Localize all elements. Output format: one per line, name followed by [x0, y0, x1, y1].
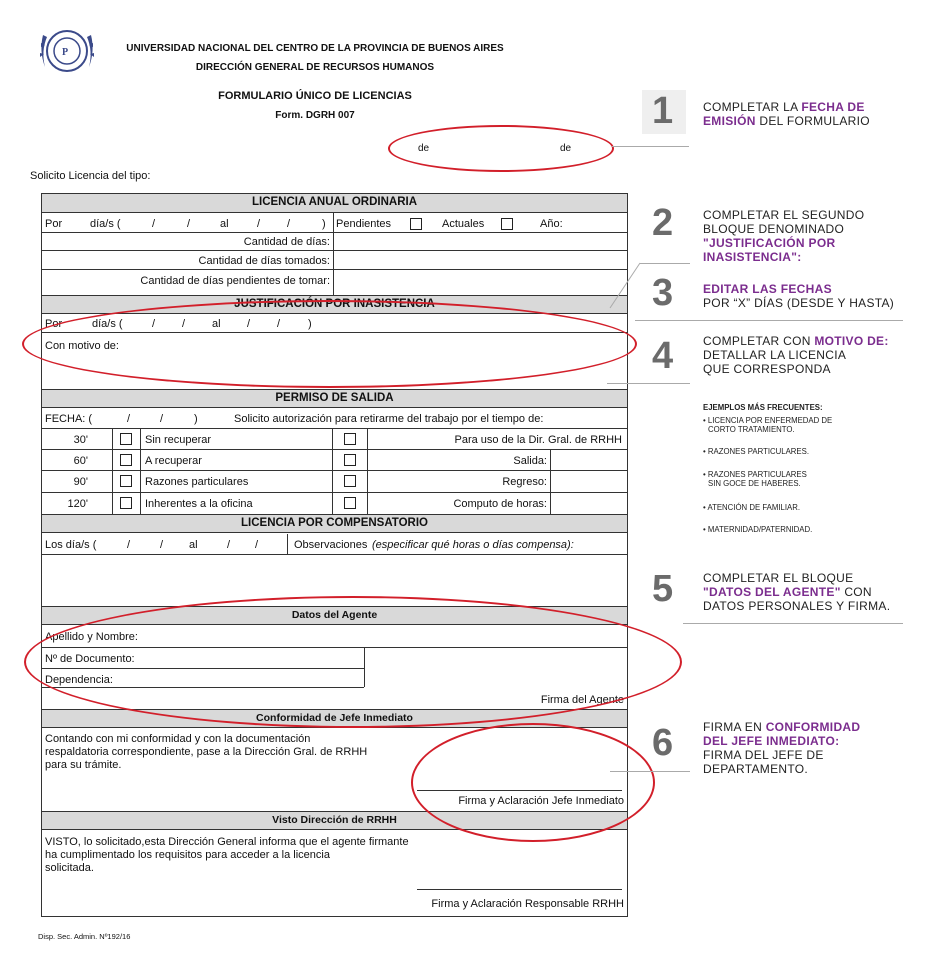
permiso-checkbox[interactable]	[344, 433, 356, 445]
agente-dependencia[interactable]: Dependencia:	[45, 674, 113, 686]
solicito-label: Solicito Licencia del tipo:	[30, 170, 151, 182]
step-2-text: COMPLETAR EL SEGUNDO BLOQUE DENOMINADO "JUSTIFICACIÓN POR INASISTENCIA":	[703, 208, 865, 264]
comp-slash: /	[127, 539, 131, 551]
date-de-1[interactable]: de	[418, 143, 430, 154]
step-3-text: EDITAR LAS FECHAS POR “X” DÍAS (DESDE Y HASTA)	[703, 282, 895, 310]
jefe-title: Conformidad de Jefe Inmediato	[42, 709, 627, 728]
comp-obs-italic: (especificar qué horas o días compensa):	[372, 539, 574, 551]
just-por: Por	[45, 318, 63, 330]
step-1-number: 1	[652, 90, 674, 132]
form-code: Form. DGRH 007	[275, 110, 355, 121]
lao-slash: /	[257, 218, 261, 230]
actuales-checkbox[interactable]	[501, 218, 513, 230]
just-slash: /	[152, 318, 156, 330]
lao-al: al	[220, 218, 229, 230]
comp-title: LICENCIA POR COMPENSATORIO	[42, 514, 627, 533]
permiso-label: Inherentes a la oficina	[145, 498, 253, 510]
lao-actuales: Actuales	[442, 218, 485, 230]
lao-slash: /	[287, 218, 291, 230]
footer-disp: Disp. Sec. Admin. Nº192/16	[38, 932, 131, 941]
just-al: al	[212, 318, 221, 330]
permiso-close: )	[194, 413, 198, 425]
permiso-min: 90'	[73, 476, 88, 488]
university-seal-logo	[37, 25, 97, 77]
permiso-min: 120'	[67, 498, 88, 510]
permiso-label: Sin recuperar	[145, 434, 212, 446]
comp-al: al	[189, 539, 198, 551]
annotation-ellipse-jefe	[411, 723, 655, 842]
permiso-checkbox[interactable]	[344, 497, 356, 509]
connector-line	[683, 623, 903, 624]
permiso-checkbox[interactable]	[120, 454, 132, 466]
lao-slash: /	[152, 218, 156, 230]
ejemplo-item: • ATENCIÓN DE FAMILIAR.	[703, 503, 801, 512]
comp-slash: /	[255, 539, 259, 551]
just-dias[interactable]: día/s (	[92, 318, 123, 330]
ejemplo-item: • RAZONES PARTICULARES.	[703, 447, 809, 456]
permiso-solicito: Solicito autorización para retirarme del trabajo por el tiempo de:	[234, 413, 544, 425]
agente-nombre[interactable]: Apellido y Nombre:	[45, 631, 138, 643]
connector-line	[610, 771, 690, 772]
connector-line	[608, 262, 642, 310]
connector-line	[607, 383, 690, 384]
permiso-slash: /	[127, 413, 131, 425]
svg-text:P: P	[62, 47, 69, 58]
jefe-text-1: Contando con mi conformidad y con la documentación	[45, 733, 311, 745]
just-slash: /	[247, 318, 251, 330]
just-motivo[interactable]: Con motivo de:	[45, 340, 119, 352]
lao-title: LICENCIA ANUAL ORDINARIA	[42, 194, 627, 213]
permiso-fecha[interactable]: FECHA: (	[45, 413, 93, 425]
permiso-right[interactable]: Computo de horas:	[453, 498, 547, 510]
annotation-ellipse-date	[388, 125, 614, 172]
permiso-min: 60'	[73, 455, 88, 467]
permiso-title: PERMISO DE SALIDA	[42, 389, 627, 408]
permiso-slash: /	[160, 413, 164, 425]
visto-text-2: ha cumplimentado los requisitos para acceder a la licencia	[45, 849, 330, 861]
permiso-label: Razones particulares	[145, 476, 249, 488]
step-5-text: COMPLETAR EL BLOQUE "DATOS DEL AGENTE" CON DATOS PERSONALES Y FIRMA.	[703, 571, 891, 613]
ejemplo-item: • LICENCIA POR ENFERMEDAD DE	[703, 416, 833, 425]
step-6-number: 6	[652, 722, 674, 764]
lao-dias[interactable]: día/s (	[90, 218, 121, 230]
ejemplo-item: • RAZONES PARTICULARES	[703, 470, 807, 479]
permiso-min: 30'	[73, 434, 88, 446]
jefe-text-2: respaldatoria correspondiente, pase a la Dirección Gral. de RRHH	[45, 746, 368, 758]
permiso-checkbox[interactable]	[120, 475, 132, 487]
lao-cantidad[interactable]: Cantidad de días:	[243, 236, 330, 248]
university-name: UNIVERSIDAD NACIONAL DEL CENTRO DE LA PROVINCIA DE BUENOS AIRES	[126, 43, 504, 54]
connector-line	[640, 263, 690, 264]
comp-dias[interactable]: Los día/s (	[45, 539, 97, 551]
lao-anio[interactable]: Año:	[540, 218, 563, 230]
permiso-checkbox[interactable]	[120, 497, 132, 509]
ejemplo-item: CORTO TRATAMIENTO.	[708, 425, 795, 434]
permiso-checkbox[interactable]	[344, 454, 356, 466]
step-2-number: 2	[652, 202, 674, 244]
visto-firma[interactable]: Firma y Aclaración Responsable RRHH	[431, 898, 624, 910]
step-6-text: FIRMA EN CONFORMIDAD DEL JEFE INMEDIATO: FIRMA DEL JEFE DE DEPARTAMENTO.	[703, 720, 861, 776]
lao-pendientes: Pendientes	[336, 218, 392, 230]
agente-title: Datos del Agente	[42, 606, 627, 625]
lao-tomados[interactable]: Cantidad de días tomados:	[198, 255, 330, 267]
direction-name: DIRECCIÓN GENERAL DE RECURSOS HUMANOS	[195, 62, 435, 73]
just-slash: /	[182, 318, 186, 330]
permiso-checkbox[interactable]	[120, 433, 132, 445]
annotation-ellipse-justificacion	[22, 300, 637, 388]
just-slash: /	[277, 318, 281, 330]
ejemplo-item: SIN GOCE DE HABERES.	[708, 479, 801, 488]
step-5-number: 5	[652, 568, 674, 610]
agente-documento[interactable]: Nº de Documento:	[45, 653, 135, 665]
lao-slash: /	[187, 218, 191, 230]
lao-pendientes-tomar[interactable]: Cantidad de días pendientes de tomar:	[140, 275, 330, 287]
agente-firma[interactable]: Firma del Agente	[540, 694, 624, 706]
form-title: FORMULARIO ÚNICO DE LICENCIAS	[218, 90, 412, 102]
connector-line	[612, 146, 689, 147]
just-close: )	[308, 318, 312, 330]
comp-slash: /	[160, 539, 164, 551]
step-1-text: COMPLETAR LA FECHA DE EMISIÓN DEL FORMULARIO	[703, 100, 870, 128]
pendientes-checkbox[interactable]	[410, 218, 422, 230]
lao-por: Por	[45, 218, 63, 230]
permiso-checkbox[interactable]	[344, 475, 356, 487]
annotation-ellipse-agente	[24, 596, 682, 728]
visto-text-3: solicitada.	[45, 862, 94, 874]
permiso-right: Para uso de la Dir. Gral. de RRHH	[454, 434, 622, 446]
just-title: JUSTIFICACIÓN POR INASISTENCIA	[42, 295, 627, 314]
jefe-firma[interactable]: Firma y Aclaración Jefe Inmediato	[458, 795, 624, 807]
permiso-right[interactable]: Salida:	[513, 455, 547, 467]
step-4-number: 4	[652, 335, 674, 377]
comp-obs[interactable]: Observaciones	[294, 539, 368, 551]
lao-close: )	[322, 218, 326, 230]
step-3-number: 3	[652, 272, 674, 314]
step-4-text: COMPLETAR CON MOTIVO DE: DETALLAR LA LICENCIA QUE CORRESPONDA	[703, 334, 889, 376]
visto-title: Visto Dirección de RRHH	[42, 811, 627, 830]
visto-text-1: VISTO, lo solicitado,esta Dirección General informa que el agente firmante	[45, 836, 409, 848]
jefe-text-3: para su trámite.	[45, 759, 122, 771]
connector-line	[635, 320, 903, 321]
comp-slash: /	[227, 539, 231, 551]
ejemplos-title: EJEMPLOS MÁS FRECUENTES:	[703, 403, 823, 412]
permiso-label: A recuperar	[145, 455, 202, 467]
date-de-2[interactable]: de	[560, 143, 572, 154]
permiso-right[interactable]: Regreso:	[502, 476, 547, 488]
ejemplo-item: • MATERNIDAD/PATERNIDAD.	[703, 525, 813, 534]
